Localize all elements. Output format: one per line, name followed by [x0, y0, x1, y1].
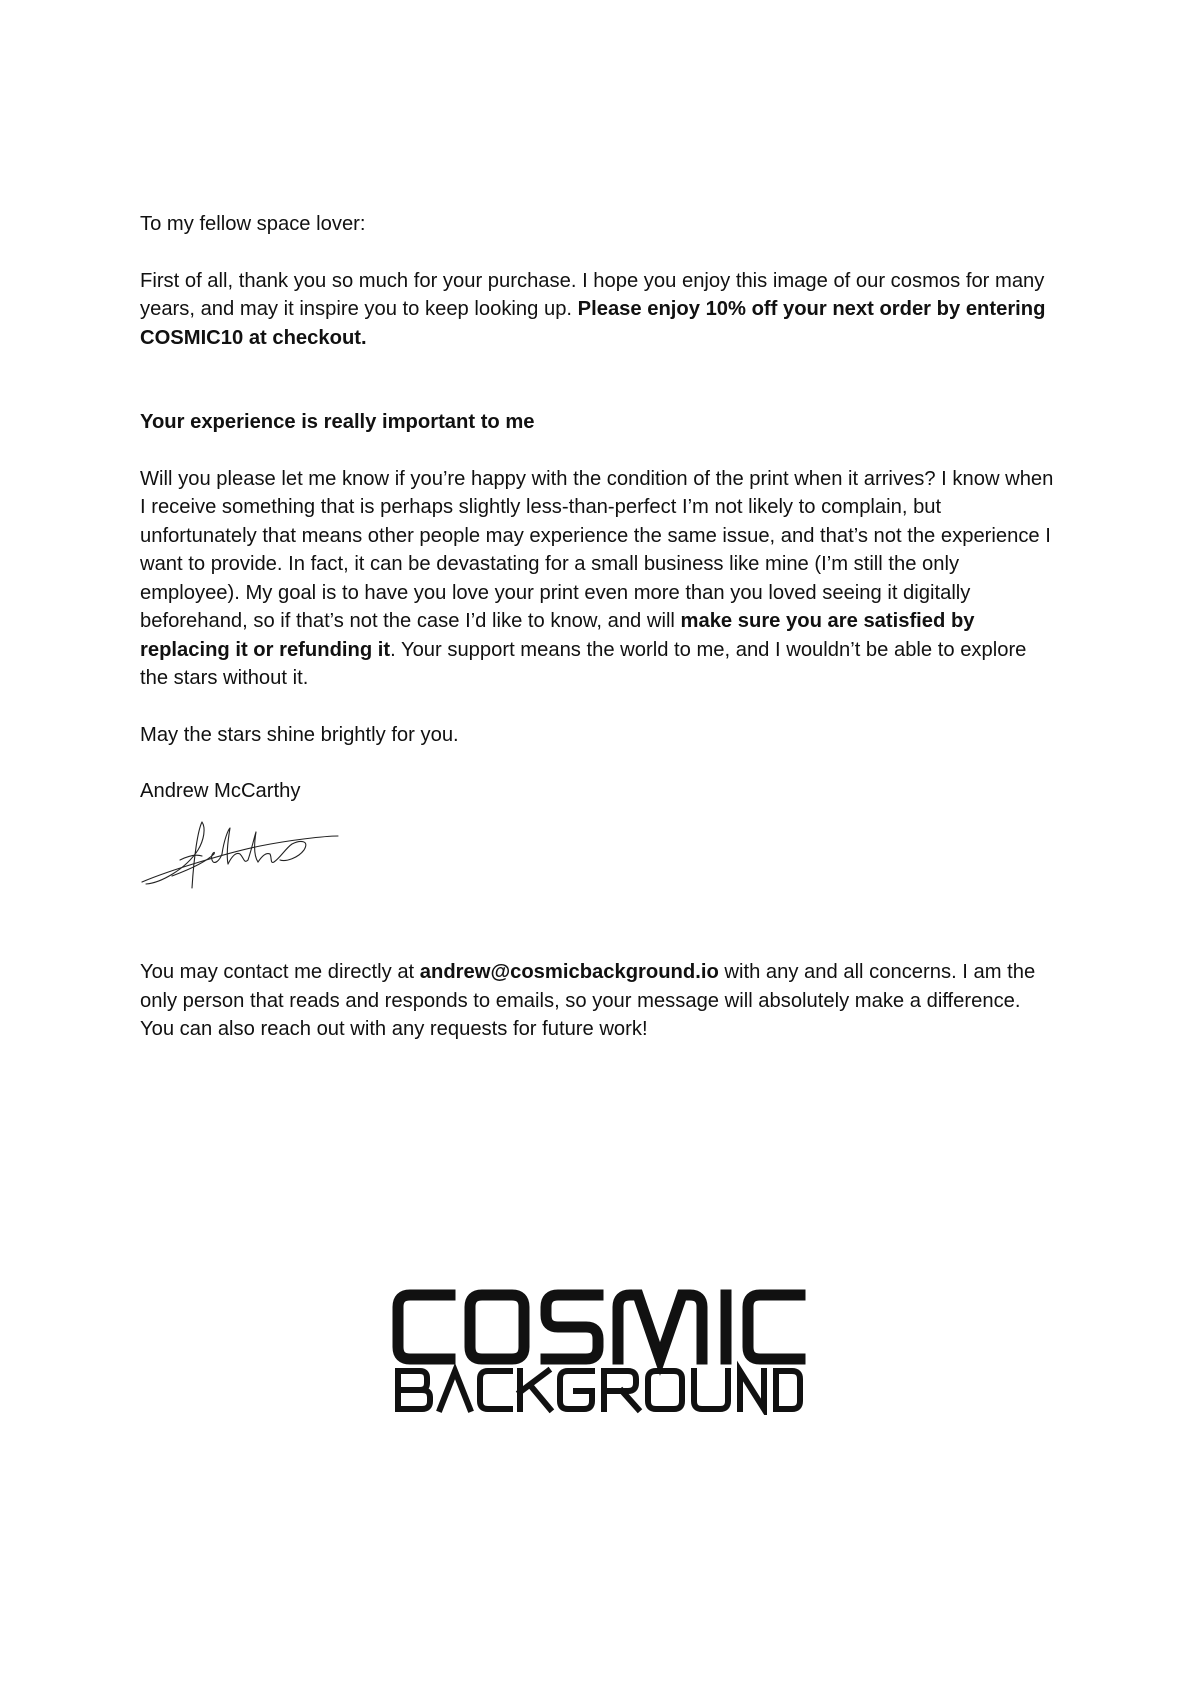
- contact-text-end: with any and all concerns. I am the only person that reads and responds to emails, so your message will absolutely make a difference. You can also reach out with any requests for future work!: [140, 961, 1036, 1040]
- section-heading: Your experience is really important to me: [140, 411, 535, 433]
- signoff-name: Andrew McCarthy: [140, 780, 301, 802]
- contact-email: andrew@cosmicbackground.io: [419, 961, 719, 983]
- body-text-start: Will you please let me know if you’re happy with the condition of the print when it arrives? I know when I receive something that is perhaps slightly less-than-perfect I’m not likely to complain, but unfortunately that means other people may experience the same issue, and that’s not the experience I want to provide. In fact, it can be devastating for a small business like mine (I’m still the only employee). My goal is to have you love your print even more than you loved seeing it digitally beforehand, so if that’s not the case I’d like to know, and will: [140, 467, 1054, 632]
- closing-line: May the stars shine brightly for you.: [140, 723, 459, 746]
- body-paragraph: [140, 465, 1055, 693]
- greeting: To my fellow space lover:: [140, 213, 366, 235]
- contact-paragraph: [140, 958, 1055, 1044]
- contact-text-start: You may contact me directly at: [140, 961, 420, 983]
- satisfaction-guarantee: make sure you are satisfied by replacing it or refunding it: [140, 610, 975, 661]
- cosmic-background-logo: [388, 1285, 808, 1415]
- handwritten-signature: [140, 810, 340, 900]
- discount-offer: Please enjoy 10% off your next order by entering COSMIC10 at checkout.: [140, 298, 1046, 349]
- intro-text: First of all, thank you so much for your purchase. I hope you enjoy this image of our cosmos for many years, and may it inspire you to keep looking up.: [140, 269, 1045, 320]
- body-text-end: . Your support means the world to me, and I wouldn’t be able to explore the stars without it.: [140, 638, 1027, 689]
- letter-body: [140, 210, 1055, 806]
- intro-paragraph: [140, 267, 1055, 353]
